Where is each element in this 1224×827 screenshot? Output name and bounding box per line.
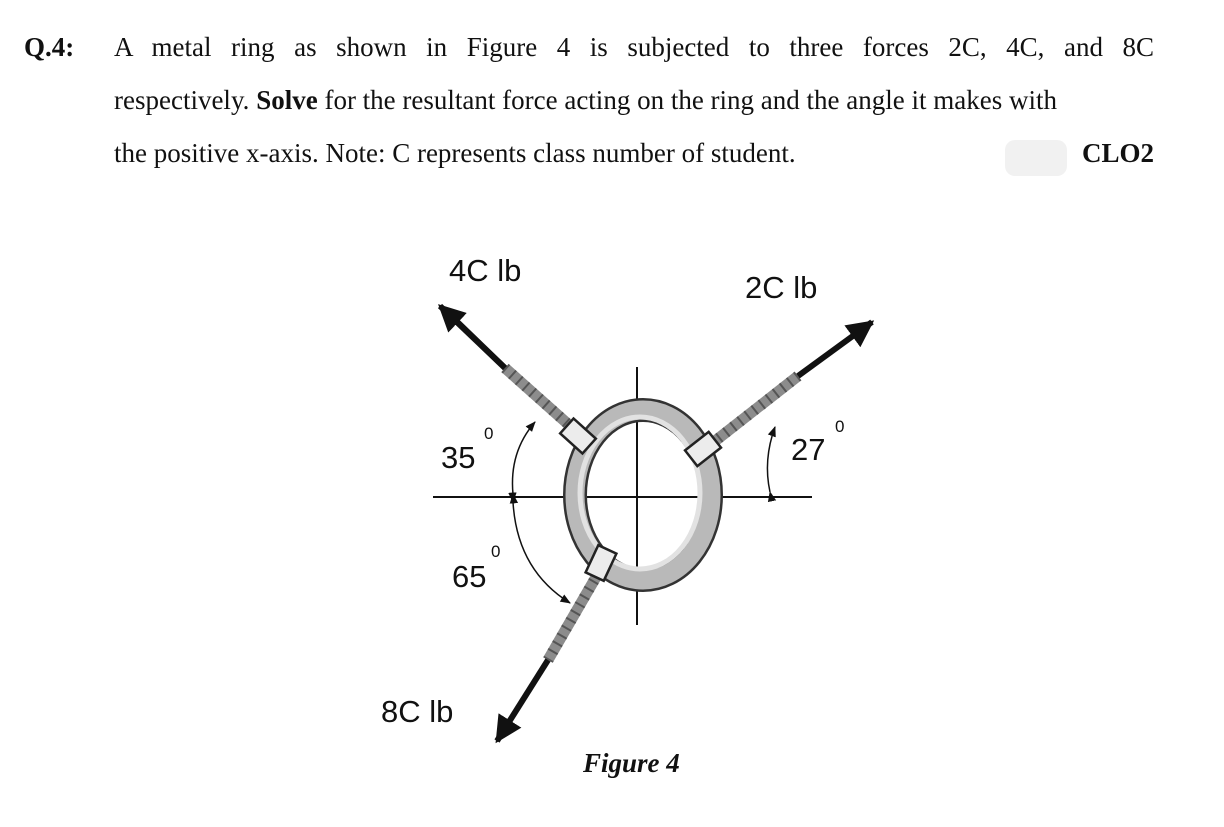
force-label-4c: 4C lb xyxy=(449,253,522,288)
question-text-line-3: the positive x-axis. Note: C represents class number of student. xyxy=(114,138,796,168)
force-label-2c: 2C lb xyxy=(745,270,818,305)
angle-arc-35 xyxy=(512,422,535,494)
force-8c-cable xyxy=(548,565,603,660)
clo-label: CLO2 xyxy=(1081,138,1154,168)
degree-mark-65: 0 xyxy=(491,542,501,561)
force-4c-arrow xyxy=(440,306,505,368)
degree-mark-35: 0 xyxy=(484,424,494,443)
force-label-8c: 8C lb xyxy=(381,694,454,729)
angle-arc-27 xyxy=(767,427,775,492)
angle-label-65: 65 xyxy=(452,559,487,594)
degree-mark-27: 0 xyxy=(835,417,845,436)
angle-label-27: 27 xyxy=(791,432,826,467)
solve-keyword: Solve xyxy=(256,85,318,115)
question-text-line-2-post: for the resultant force acting on the ring and the angle it makes with xyxy=(317,85,1057,115)
question-text-line-1: A metal ring as shown in Figure 4 is subjected to three forces 2C, 4C, and 8C xyxy=(114,32,1154,62)
question-text-line-2-pre: respectively. xyxy=(114,85,257,115)
force-8c-arrow xyxy=(497,660,548,741)
force-2c-cable xyxy=(710,376,798,445)
angle-arc-65 xyxy=(513,502,570,603)
figure-caption: Figure 4 xyxy=(583,748,680,778)
angle-label-35: 35 xyxy=(441,440,476,475)
force-2c-arrow xyxy=(798,322,872,376)
question-number: Q.4: xyxy=(24,32,75,62)
